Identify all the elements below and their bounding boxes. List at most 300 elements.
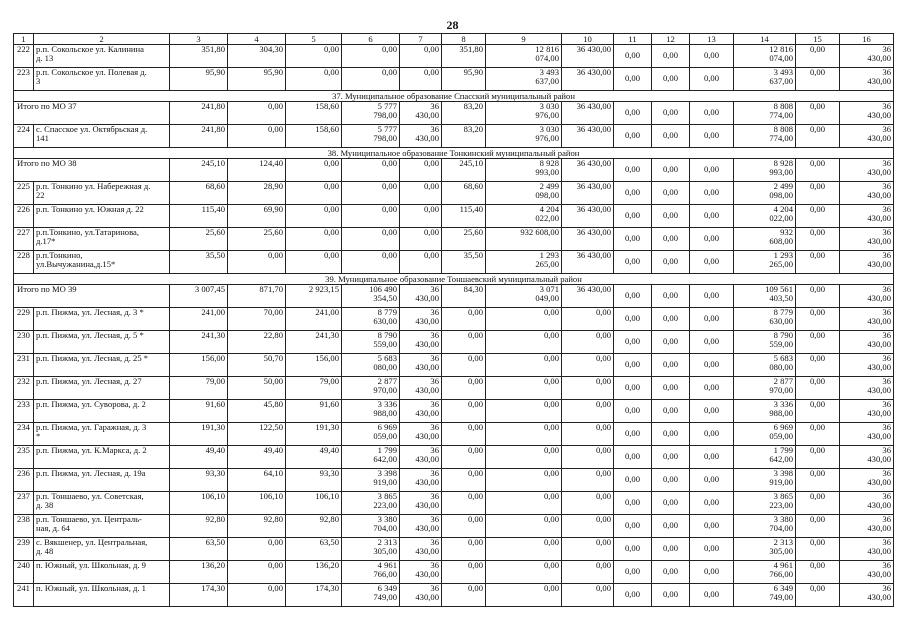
table-cell: 36 430,00 bbox=[562, 125, 614, 148]
table-cell: 0,00 bbox=[796, 102, 840, 125]
table-cell: 0,00 bbox=[228, 584, 286, 607]
table-cell: 239 bbox=[14, 538, 34, 561]
total-label: Итого по МО 37 bbox=[14, 102, 170, 125]
cell-line: 0,00 bbox=[381, 44, 397, 54]
cell-line: 36 bbox=[430, 468, 439, 478]
table-cell: 115,40 bbox=[442, 205, 486, 228]
table-cell: 0,00 bbox=[442, 423, 486, 446]
table-cell: 0,00 bbox=[796, 331, 840, 354]
cell-line: 36 bbox=[430, 537, 439, 547]
cell-line: 430,00 bbox=[867, 362, 891, 373]
table-cell bbox=[34, 377, 170, 400]
cell-line: 106 490 bbox=[369, 284, 397, 294]
table-row bbox=[14, 446, 894, 469]
table-cell: 0,00 bbox=[652, 377, 690, 400]
cell-line: 5 777 bbox=[377, 124, 397, 134]
cell-line: 223,00 bbox=[769, 500, 793, 511]
table-cell bbox=[486, 538, 562, 561]
table-cell: 0,00 bbox=[614, 308, 652, 331]
table-cell: 0,00 bbox=[614, 354, 652, 377]
cell-line: 430,00 bbox=[867, 213, 891, 224]
cell-line: р.п.Тонкино, bbox=[36, 250, 83, 260]
cell-line: 3 865 bbox=[377, 491, 397, 501]
cell-line: 223,00 bbox=[373, 500, 397, 511]
cell-line: 3 030 bbox=[539, 101, 559, 111]
table-cell: 225 bbox=[14, 182, 34, 205]
cell-line: 766,00 bbox=[373, 569, 397, 580]
table-cell: 235 bbox=[14, 446, 34, 469]
table-cell bbox=[840, 561, 894, 584]
cell-line: 0,00 bbox=[381, 204, 397, 214]
table-cell: 0,00 bbox=[796, 354, 840, 377]
table-cell: 63,50 bbox=[286, 538, 342, 561]
table-cell: 36 430,00 bbox=[562, 285, 614, 308]
cell-line: 4 204 bbox=[539, 204, 559, 214]
cell-line: 3 493 bbox=[773, 67, 793, 77]
table-cell bbox=[34, 446, 170, 469]
table-cell: 0,00 bbox=[614, 446, 652, 469]
cell-line: 1 293 bbox=[539, 250, 559, 260]
cell-line: р.п. Сокольское ул. Полевая д. bbox=[36, 67, 147, 77]
table-cell bbox=[734, 228, 796, 251]
table-cell: 304,30 bbox=[228, 45, 286, 68]
table-cell bbox=[486, 159, 562, 182]
cell-line: 559,00 bbox=[769, 339, 793, 350]
cell-line: 430,00 bbox=[415, 133, 439, 144]
cell-line: 3 071 bbox=[539, 284, 559, 294]
table-cell: 0,00 bbox=[796, 561, 840, 584]
table-cell: 0,00 bbox=[562, 492, 614, 515]
table-cell bbox=[34, 561, 170, 584]
cell-line: 3 398 bbox=[773, 468, 793, 478]
total-row bbox=[14, 102, 894, 125]
table-cell: 0,00 bbox=[442, 308, 486, 331]
cell-line: 36 bbox=[882, 124, 891, 134]
cell-line: 022,00 bbox=[535, 213, 559, 224]
table-cell: 0,00 bbox=[652, 285, 690, 308]
cell-line: 0,00 bbox=[543, 445, 559, 455]
table-cell: 871,70 bbox=[228, 285, 286, 308]
table-cell bbox=[342, 331, 400, 354]
cell-line: ул.Вычужанина,д.15* bbox=[36, 259, 116, 270]
cell-line: 36 bbox=[430, 307, 439, 317]
cell-line: 430,00 bbox=[867, 76, 891, 87]
cell-line: 36 bbox=[882, 353, 891, 363]
cell-line: 2 499 bbox=[539, 181, 559, 191]
cell-line: 0,00 bbox=[423, 181, 439, 191]
cell-line: 12 816 bbox=[769, 44, 793, 54]
table-cell bbox=[342, 308, 400, 331]
table-cell bbox=[734, 251, 796, 274]
table-cell: 241,00 bbox=[170, 308, 228, 331]
table-cell: 95,90 bbox=[170, 68, 228, 91]
table-cell: 0,00 bbox=[442, 331, 486, 354]
cell-line: 993,00 bbox=[535, 167, 559, 178]
table-cell bbox=[734, 515, 796, 538]
table-cell bbox=[342, 492, 400, 515]
header-cell: 7 bbox=[400, 34, 442, 45]
cell-line: р.п. Пижма, ул. К.Маркса, д. 2 bbox=[36, 445, 147, 455]
cell-line: 36 bbox=[882, 422, 891, 432]
cell-line: 0,00 bbox=[543, 330, 559, 340]
table-cell bbox=[342, 68, 400, 91]
table-cell: 136,20 bbox=[170, 561, 228, 584]
table-cell bbox=[486, 125, 562, 148]
table-cell bbox=[342, 102, 400, 125]
table-cell: 0,00 bbox=[562, 584, 614, 607]
cell-line: 36 bbox=[882, 227, 891, 237]
cell-line: 109 561 bbox=[765, 284, 793, 294]
table-cell: 0,00 bbox=[614, 125, 652, 148]
section-row bbox=[14, 91, 894, 102]
cell-line: 36 bbox=[882, 537, 891, 547]
table-cell: 0,00 bbox=[652, 331, 690, 354]
cell-line: 970,00 bbox=[373, 385, 397, 396]
table-cell: 0,00 bbox=[652, 251, 690, 274]
cell-line: 36 bbox=[882, 330, 891, 340]
cell-line: 5 683 bbox=[773, 353, 793, 363]
table-row bbox=[14, 492, 894, 515]
table-cell: 0,00 bbox=[796, 125, 840, 148]
cell-line: 36 bbox=[882, 158, 891, 168]
table-cell: 0,00 bbox=[614, 377, 652, 400]
cell-line: 430,00 bbox=[415, 293, 439, 304]
table-cell: 191,30 bbox=[286, 423, 342, 446]
table-cell bbox=[734, 469, 796, 492]
cell-line: 430,00 bbox=[415, 569, 439, 580]
table-cell bbox=[400, 45, 442, 68]
table-cell: 35,50 bbox=[170, 251, 228, 274]
table-cell: 0,00 bbox=[652, 561, 690, 584]
table-cell bbox=[486, 446, 562, 469]
cell-line: 430,00 bbox=[867, 385, 891, 396]
table-cell: 0,00 bbox=[652, 584, 690, 607]
table-cell: 0,00 bbox=[652, 68, 690, 91]
cell-line: 430,00 bbox=[415, 431, 439, 442]
table-cell: 0,00 bbox=[690, 159, 734, 182]
table-cell bbox=[400, 102, 442, 125]
table-cell: 0,00 bbox=[286, 251, 342, 274]
cell-line: 430,00 bbox=[867, 408, 891, 419]
table-cell: 93,30 bbox=[286, 469, 342, 492]
table-cell: 0,00 bbox=[614, 331, 652, 354]
cell-line: 637,00 bbox=[535, 76, 559, 87]
table-cell bbox=[400, 228, 442, 251]
table-cell: 0,00 bbox=[614, 469, 652, 492]
cell-line: 0,00 bbox=[543, 514, 559, 524]
table-cell: 241,00 bbox=[286, 308, 342, 331]
table-cell bbox=[400, 538, 442, 561]
table-cell: 0,00 bbox=[442, 354, 486, 377]
table-cell: 28,90 bbox=[228, 182, 286, 205]
cell-line: 0,00 bbox=[543, 537, 559, 547]
cell-line: 12 816 bbox=[535, 44, 559, 54]
table-cell: 122,50 bbox=[228, 423, 286, 446]
cell-line: 098,00 bbox=[535, 190, 559, 201]
table-cell: 0,00 bbox=[690, 331, 734, 354]
cell-line: * bbox=[36, 431, 41, 442]
cell-line: 6 349 bbox=[377, 583, 397, 593]
table-cell: 0,00 bbox=[796, 308, 840, 331]
table-cell bbox=[342, 251, 400, 274]
table-cell: 0,00 bbox=[690, 584, 734, 607]
table-cell: 36 430,00 bbox=[562, 102, 614, 125]
table-cell: 0,00 bbox=[228, 102, 286, 125]
table-cell: 0,00 bbox=[690, 251, 734, 274]
cell-line: 0,00 bbox=[381, 158, 397, 168]
table-cell: 115,40 bbox=[170, 205, 228, 228]
cell-line: 430,00 bbox=[867, 477, 891, 488]
table-cell bbox=[734, 400, 796, 423]
table-cell: 0,00 bbox=[614, 205, 652, 228]
table-cell bbox=[840, 308, 894, 331]
table-cell: 241,30 bbox=[286, 331, 342, 354]
cell-line: р.п. Тонкино ул. Южная д. 22 bbox=[36, 204, 144, 214]
cell-line: 988,00 bbox=[769, 408, 793, 419]
table-cell bbox=[400, 125, 442, 148]
section-title: 37. Муниципальное образование Спасский муниципальный район bbox=[14, 91, 894, 102]
cell-line: д. 13 bbox=[36, 53, 54, 64]
table-cell: 0,00 bbox=[652, 423, 690, 446]
table-row bbox=[14, 125, 894, 148]
table-cell: 158,60 bbox=[286, 125, 342, 148]
cell-line: 2 499 bbox=[773, 181, 793, 191]
table-cell: 0,00 bbox=[614, 102, 652, 125]
cell-line: 265,00 bbox=[769, 259, 793, 270]
table-cell: 0,00 bbox=[614, 515, 652, 538]
cell-line: 430,00 bbox=[867, 500, 891, 511]
cell-line: 430,00 bbox=[415, 316, 439, 327]
table-cell: 0,00 bbox=[614, 561, 652, 584]
table-cell: 0,00 bbox=[442, 377, 486, 400]
table-row bbox=[14, 538, 894, 561]
table-cell bbox=[342, 400, 400, 423]
cell-line: 36 bbox=[882, 204, 891, 214]
table-cell: 0,00 bbox=[690, 285, 734, 308]
table-cell: 222 bbox=[14, 45, 34, 68]
table-cell bbox=[34, 45, 170, 68]
cell-line: 0,00 bbox=[381, 227, 397, 237]
total-label: Итого по МО 39 bbox=[14, 285, 170, 308]
table-cell bbox=[486, 492, 562, 515]
header-cell: 6 bbox=[342, 34, 400, 45]
table-cell bbox=[734, 159, 796, 182]
cell-line: р.п. Тоншаево, ул. Советская, bbox=[36, 491, 144, 501]
cell-line: 0,00 bbox=[543, 376, 559, 386]
table-row bbox=[14, 377, 894, 400]
cell-line: 630,00 bbox=[373, 316, 397, 327]
cell-line: 430,00 bbox=[415, 454, 439, 465]
table-cell: 22,80 bbox=[228, 331, 286, 354]
table-cell: 237 bbox=[14, 492, 34, 515]
table-cell: 63,50 bbox=[170, 538, 228, 561]
table-cell bbox=[840, 102, 894, 125]
table-row bbox=[14, 515, 894, 538]
table-cell: 79,00 bbox=[170, 377, 228, 400]
table-row bbox=[14, 423, 894, 446]
table-cell bbox=[840, 400, 894, 423]
table-cell bbox=[840, 377, 894, 400]
cell-line: 8 928 bbox=[539, 158, 559, 168]
table-cell bbox=[400, 68, 442, 91]
table-cell bbox=[486, 251, 562, 274]
table-cell: 0,00 bbox=[652, 102, 690, 125]
table-cell bbox=[734, 377, 796, 400]
table-cell bbox=[840, 492, 894, 515]
table-cell: 0,00 bbox=[562, 354, 614, 377]
table-cell: 0,00 bbox=[796, 446, 840, 469]
table-cell: 233 bbox=[14, 400, 34, 423]
cell-line: 642,00 bbox=[769, 454, 793, 465]
cell-line: 430,00 bbox=[415, 385, 439, 396]
cell-line: 36 bbox=[430, 353, 439, 363]
table-cell: 0,00 bbox=[286, 159, 342, 182]
table-cell bbox=[734, 45, 796, 68]
cell-line: 305,00 bbox=[769, 546, 793, 557]
table-cell: 0,00 bbox=[652, 205, 690, 228]
cell-line: 608,00 bbox=[769, 236, 793, 247]
cell-line: 430,00 bbox=[867, 523, 891, 534]
table-cell: 0,00 bbox=[796, 251, 840, 274]
cell-line: 22 bbox=[36, 190, 45, 201]
table-cell: 92,80 bbox=[286, 515, 342, 538]
table-cell: 3 007,45 bbox=[170, 285, 228, 308]
total-label: Итого по МО 38 bbox=[14, 159, 170, 182]
table-cell bbox=[342, 377, 400, 400]
cell-line: 36 bbox=[882, 583, 891, 593]
table-cell: 68,60 bbox=[170, 182, 228, 205]
table-cell: 0,00 bbox=[442, 561, 486, 584]
cell-line: 141 bbox=[36, 133, 49, 144]
table-cell bbox=[840, 354, 894, 377]
table-cell: 0,00 bbox=[562, 446, 614, 469]
cell-line: 354,50 bbox=[373, 293, 397, 304]
cell-line: 0,00 bbox=[543, 307, 559, 317]
section-title: 38. Муниципальное образование Тонкинский муниципальный район bbox=[14, 148, 894, 159]
header-row bbox=[14, 34, 894, 45]
table-cell: 36 430,00 bbox=[562, 182, 614, 205]
table-cell bbox=[34, 538, 170, 561]
table-cell bbox=[840, 205, 894, 228]
table-cell: 0,00 bbox=[614, 584, 652, 607]
table-cell: 50,70 bbox=[228, 354, 286, 377]
cell-line: 4 961 bbox=[377, 560, 397, 570]
cell-line: 36 bbox=[882, 67, 891, 77]
cell-line: 993,00 bbox=[769, 167, 793, 178]
table-cell bbox=[840, 515, 894, 538]
cell-line: 6 969 bbox=[773, 422, 793, 432]
table-cell: 0,00 bbox=[442, 492, 486, 515]
cell-line: 430,00 bbox=[415, 592, 439, 603]
cell-line: 36 bbox=[430, 491, 439, 501]
cell-line: 0,00 bbox=[381, 67, 397, 77]
cell-line: д.17* bbox=[36, 236, 56, 247]
table-cell: 0,00 bbox=[614, 228, 652, 251]
cell-line: 430,00 bbox=[415, 546, 439, 557]
table-cell: 223 bbox=[14, 68, 34, 91]
table-cell: 95,90 bbox=[228, 68, 286, 91]
cell-line: 430,00 bbox=[867, 53, 891, 64]
cell-line: 36 bbox=[882, 445, 891, 455]
table-cell: 36 430,00 bbox=[562, 205, 614, 228]
table-cell: 36 430,00 bbox=[562, 159, 614, 182]
cell-line: 36 bbox=[882, 468, 891, 478]
table-cell: 93,30 bbox=[170, 469, 228, 492]
table-cell: 351,80 bbox=[170, 45, 228, 68]
table-cell: 241 bbox=[14, 584, 34, 607]
table-cell bbox=[342, 125, 400, 148]
cell-line: 049,00 bbox=[535, 293, 559, 304]
cell-line: 074,00 bbox=[535, 53, 559, 64]
section-row bbox=[14, 274, 894, 285]
cell-line: 3 030 bbox=[539, 124, 559, 134]
cell-line: 6 969 bbox=[377, 422, 397, 432]
section-row bbox=[14, 148, 894, 159]
table-cell bbox=[734, 584, 796, 607]
table-cell bbox=[34, 354, 170, 377]
cell-line: 080,00 bbox=[769, 362, 793, 373]
table-cell: 0,00 bbox=[442, 515, 486, 538]
table-cell: 0,00 bbox=[796, 159, 840, 182]
table-cell: 84,30 bbox=[442, 285, 486, 308]
table-cell: 234 bbox=[14, 423, 34, 446]
table-cell: 25,60 bbox=[228, 228, 286, 251]
cell-line: 430,00 bbox=[867, 167, 891, 178]
table-cell bbox=[486, 584, 562, 607]
table-cell bbox=[734, 561, 796, 584]
table-cell bbox=[400, 251, 442, 274]
cell-line: 704,00 bbox=[769, 523, 793, 534]
cell-line: 988,00 bbox=[373, 408, 397, 419]
table-cell: 0,00 bbox=[562, 400, 614, 423]
table-cell: 36 430,00 bbox=[562, 68, 614, 91]
cell-line: 704,00 bbox=[373, 523, 397, 534]
table-cell bbox=[486, 515, 562, 538]
table-cell bbox=[342, 45, 400, 68]
table-cell: 0,00 bbox=[562, 515, 614, 538]
table-cell: 49,40 bbox=[286, 446, 342, 469]
table-cell: 0,00 bbox=[652, 125, 690, 148]
cell-line: 919,00 bbox=[373, 477, 397, 488]
table-cell: 0,00 bbox=[614, 45, 652, 68]
table-row bbox=[14, 68, 894, 91]
table-cell: 0,00 bbox=[562, 308, 614, 331]
table-cell bbox=[400, 377, 442, 400]
table-cell: 83,20 bbox=[442, 102, 486, 125]
table-cell: 0,00 bbox=[690, 182, 734, 205]
table-cell bbox=[840, 182, 894, 205]
table-cell: 0,00 bbox=[652, 469, 690, 492]
table-cell bbox=[840, 584, 894, 607]
cell-line: 4 961 bbox=[773, 560, 793, 570]
cell-line: 36 bbox=[882, 376, 891, 386]
table-cell: 241,80 bbox=[170, 102, 228, 125]
cell-line: 36 bbox=[430, 560, 439, 570]
table-cell bbox=[34, 492, 170, 515]
table-cell: 0,00 bbox=[690, 515, 734, 538]
table-cell: 36 430,00 bbox=[562, 228, 614, 251]
table-cell bbox=[840, 446, 894, 469]
table-cell bbox=[840, 45, 894, 68]
table-cell: 0,00 bbox=[228, 125, 286, 148]
table-cell: 158,60 bbox=[286, 102, 342, 125]
table-cell: 0,00 bbox=[690, 68, 734, 91]
table-cell: 0,00 bbox=[286, 68, 342, 91]
cell-line: 430,00 bbox=[867, 190, 891, 201]
table-row bbox=[14, 469, 894, 492]
cell-line: 305,00 bbox=[373, 546, 397, 557]
cell-line: 059,00 bbox=[769, 431, 793, 442]
